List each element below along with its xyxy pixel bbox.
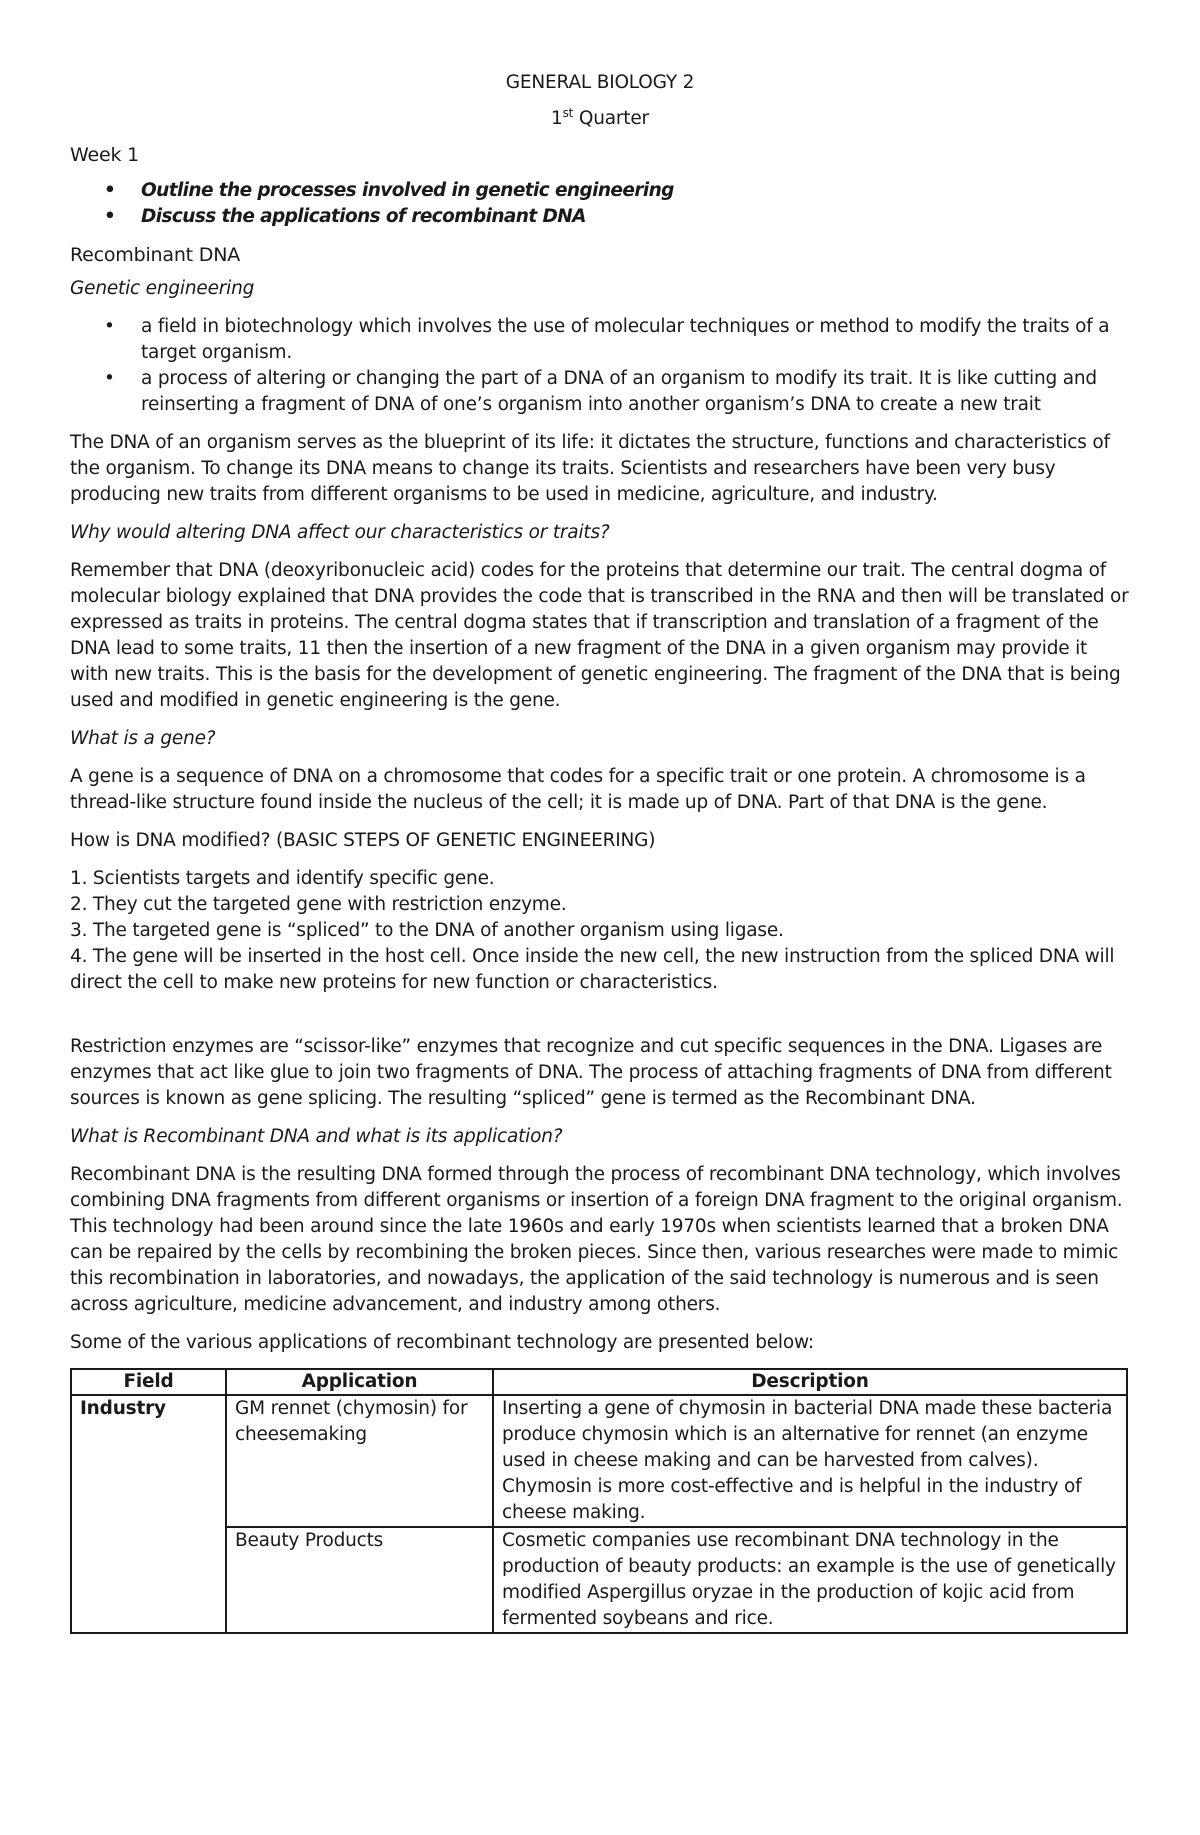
table-header-row xyxy=(71,1369,1127,1395)
application-cell: GM rennet (chymosin) for cheesemaking xyxy=(226,1395,493,1527)
paragraph-enzymes: Restriction enzymes are “scissor-like” enzymes that recognize and cut specific sequences in the DNA. Ligases are enzymes that act like glue to join two fragments of DNA. The process of attaching fragments of DNA from different sources is known as gene splicing. The resulting “spliced” gene is termed as the Recombinant DNA. xyxy=(70,1036,1112,1109)
question-gene: What is a gene? xyxy=(70,728,216,749)
steps-title: How is DNA modified? (BASIC STEPS OF GENETIC ENGINEERING) xyxy=(70,830,656,851)
paragraph-recombinant: Recombinant DNA is the resulting DNA formed through the process of recombinant DNA technology, which involves combining DNA fragments from different organisms or insertion of a foreign DNA fragment to the original organism. This technology had been around since the late 1960s and early 1970s when scientists learned that a broken DNA can be repaired by the cells by recombining the broken pieces. Since then, various researches were made to mimic this recombination in laboratories, and nowadays, the application of the said technology is numerous and is seen across agriculture, medicine advancement, and industry among others. xyxy=(70,1164,1123,1315)
spacer xyxy=(70,996,1130,1022)
description-cell: Cosmetic companies use recombinant DNA technology in the production of beauty products: an example is the use of genetically modified Aspergillus oryzae in the production of kojic acid from fermented soybeans and rice. xyxy=(493,1527,1127,1633)
table-intro: Some of the various applications of recombinant technology are presented below: xyxy=(70,1332,814,1353)
header-description: Description xyxy=(493,1369,1127,1395)
section-title: Recombinant DNA xyxy=(70,244,241,266)
applications-table xyxy=(70,1368,1128,1634)
definition-item: • a process of altering or changing the part of a DNA of an organism to modify its trait. It is like cutting and reinserting a fragment of DNA of one’s organism into another organism’s DNA to create a new trait xyxy=(70,366,1130,418)
application-cell: Beauty Products xyxy=(226,1527,493,1633)
quarter-suffix: st xyxy=(562,105,574,120)
week-label: Week 1 xyxy=(70,144,139,166)
objectives-list xyxy=(70,178,1130,230)
quarter-number: 1 xyxy=(551,108,563,129)
subheading-genetic-engineering: Genetic engineering xyxy=(70,278,255,299)
paragraph-blueprint: The DNA of an organism serves as the blueprint of its life: it dictates the structure, functions and characteristics of the organism. To change its DNA means to change its traits. Scientists and researchers have been very busy producing new traits from different organisms to be used in medicine, agriculture, and industry. xyxy=(70,432,1110,505)
question-recombinant: What is Recombinant DNA and what is its application? xyxy=(70,1126,563,1147)
field-cell: Industry xyxy=(71,1395,226,1633)
description-cell: Inserting a gene of chymosin in bacterial DNA made these bacteria produce chymosin which is an alternative for rennet (an enzyme used in cheese making and can be harvested from calves). Chymosin is more cost-effective and is helpful in the industry of cheese making. xyxy=(493,1395,1127,1527)
question-traits: Why would altering DNA affect our characteristics or traits? xyxy=(70,522,610,543)
table-row xyxy=(71,1527,1127,1633)
document-content xyxy=(70,70,1130,1634)
paragraph-gene: A gene is a sequence of DNA on a chromosome that codes for a specific trait or one protein. A chromosome is a thread-like structure found inside the nucleus of the cell; it is made up of DNA. Part of that DNA is the gene. xyxy=(70,766,1086,813)
table-row xyxy=(71,1395,1127,1527)
header-field: Field xyxy=(71,1369,226,1395)
step-item: 4. The gene will be inserted in the host cell. Once inside the new cell, the new instruction from the spliced DNA will direct the cell to make new proteins for new function or characteristics. xyxy=(70,946,1115,993)
steps-list xyxy=(70,866,1130,996)
step-item: 1. Scientists targets and identify specific gene. xyxy=(70,868,495,889)
definition-item: • a field in biotechnology which involves the use of molecular techniques or method to modify the traits of a target organism. xyxy=(70,314,1130,366)
document-title: GENERAL BIOLOGY 2 xyxy=(505,72,695,93)
step-item: 3. The targeted gene is “spliced” to the DNA of another organism using ligase. xyxy=(70,920,784,941)
objective-item: • Outline the processes involved in genetic engineering xyxy=(70,178,1130,204)
genetic-engineering-list xyxy=(70,314,1130,418)
step-item: 2. They cut the targeted gene with restriction enzyme. xyxy=(70,894,567,915)
header-application: Application xyxy=(226,1369,493,1395)
quarter-label xyxy=(70,106,1130,132)
objective-item: • Discuss the applications of recombinant DNA xyxy=(70,204,1130,230)
quarter-text: Quarter xyxy=(573,108,649,129)
paragraph-central-dogma: Remember that DNA (deoxyribonucleic acid) codes for the proteins that determine our trait. The central dogma of molecular biology explained that DNA provides the code that is transcribed in the RNA and then will be translated or expressed as traits in proteins. The central dogma states that if transcription and translation of a fragment of the DNA lead to some traits, 11 then the insertion of a new fragment of the DNA in a given organism may provide it with new traits. This is the basis for the development of genetic engineering. The fragment of the DNA that is being used and modified in genetic engineering is the gene. xyxy=(70,560,1129,711)
